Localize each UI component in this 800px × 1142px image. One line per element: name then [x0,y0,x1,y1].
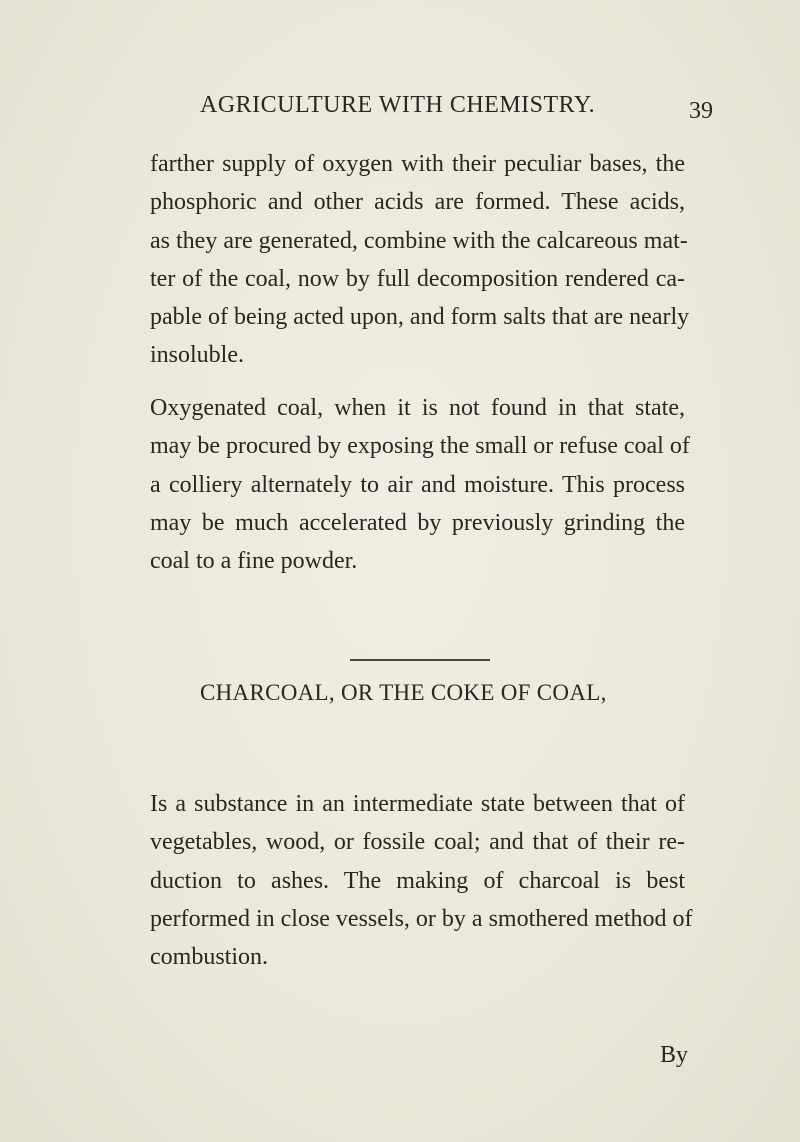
section-divider [350,659,490,661]
text-line: insoluble. [150,342,244,369]
text-line: coal to a fine powder. [150,548,358,575]
text-line: a colliery alternately to air and moisture. This process [150,471,685,498]
text-line: farther supply of oxygen with their peculiar bases, the [150,151,685,177]
paragraph-2 [150,389,690,580]
text-line: ter of the coal, now by full decomposition rendered ca- [150,265,685,292]
text-line: duction to ashes. The making of charcoal is best [150,867,685,894]
catchword: By [660,1042,689,1068]
text-line: may be much accelerated by previously grinding the [150,509,685,536]
text-line: phosphoric and other acids are formed. These acids, [150,189,685,216]
paragraph-1 [150,145,690,375]
running-head: AGRICULTURE WITH CHEMISTRY. [200,92,596,118]
text-line: may be procured by exposing the small or refuse coal of [150,433,690,460]
text-line: performed in close vessels, or by a smothered method of [150,905,693,932]
text-line: Is a substance in an intermediate state between that of [150,791,685,817]
text-line: combustion. [150,944,268,971]
paragraph-3 [150,785,693,976]
text-line: Oxygenated coal, when it is not found in that state, [150,395,685,421]
text-line: pable of being acted upon, and form salts that are nearly [150,304,690,331]
text-line: as they are generated, combine with the calcareous mat- [150,227,688,254]
section-heading: CHARCOAL, OR THE COKE OF COAL, [200,680,607,705]
page-number: 39 [689,98,713,124]
text-line: vegetables, wood, or fossile coal; and that of their re- [150,829,685,856]
